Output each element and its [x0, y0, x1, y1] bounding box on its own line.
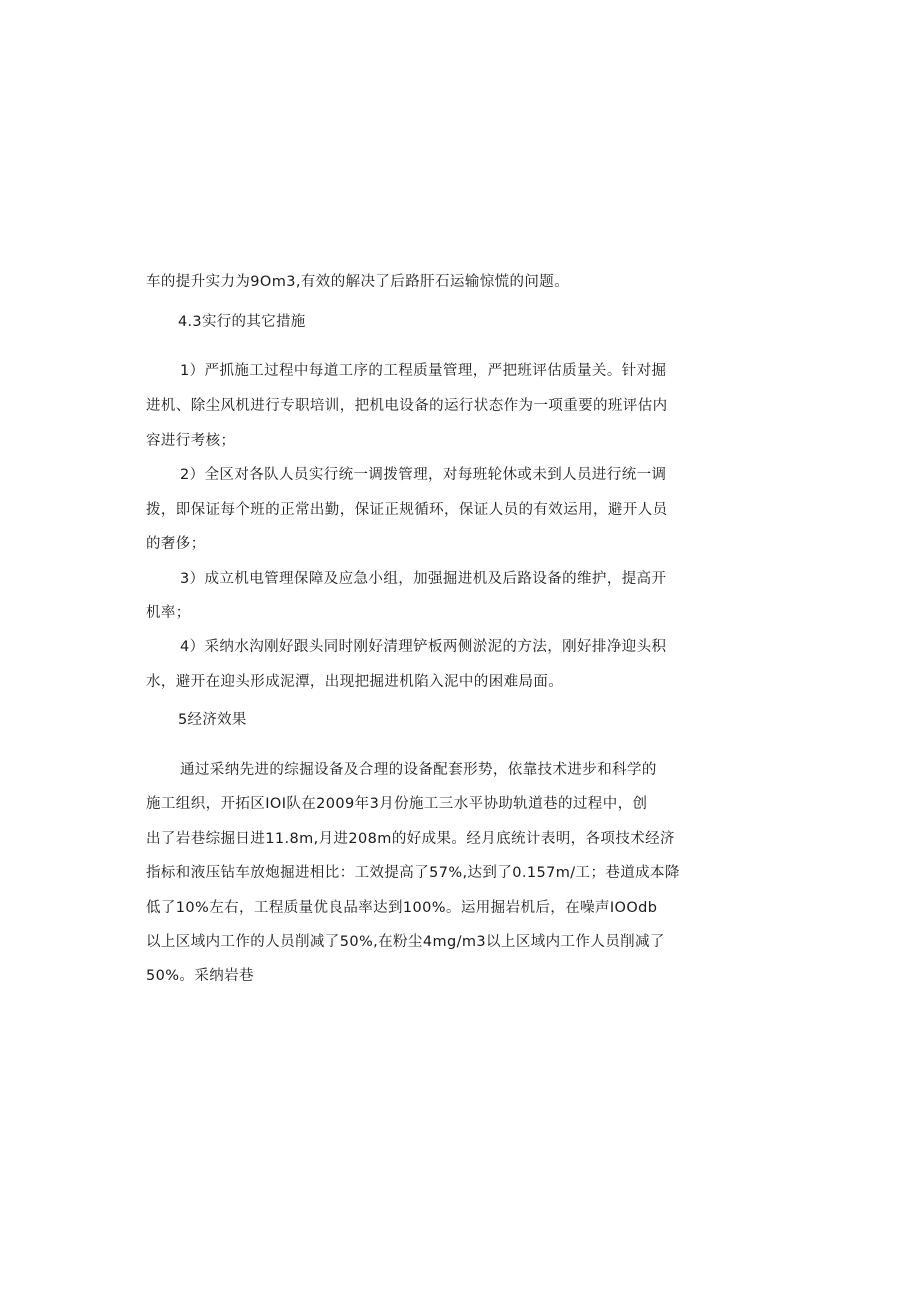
continuation-line: 车的提升实力为9Om3,有效的解决了后路肝石运输惊慌的问题。 — [146, 274, 570, 290]
item-2-line-2: 拨，即保证每个班的正常出勤，保证正规循环，保证人员的有效运用，避开人员 — [146, 502, 668, 518]
section-5-heading: 5经济效果 — [178, 712, 247, 728]
item-2-line-3: 的奢侈； — [146, 536, 206, 552]
section-5-line-4: 指标和液压钻车放炮掘进相比：工效提高了57%,达到了0.157m∕工；巷道成本降 — [146, 865, 680, 881]
section-4-3-heading: 4.3实行的其它措施 — [178, 314, 306, 330]
item-3-line-2: 机率； — [146, 605, 191, 621]
item-3-line-1: 3）成立机电管理保障及应急小组，加强掘进机及后路设备的维护，提高开 — [180, 571, 667, 587]
section-5-line-7: 50%。采纳岩巷 — [146, 968, 254, 984]
section-5-line-2: 施工组织，开拓区IOI队在2009年3月份施工三水平协助轨道巷的过程中，创 — [146, 796, 648, 812]
item-4-line-1: 4）采纳水沟刚好跟头同时刚好清理铲板两侧淤泥的方法，刚好排净迎头积 — [180, 639, 667, 655]
item-1-line-2: 进机、除尘风机进行专职培训，把机电设备的运行状态作为一项重要的班评估内 — [146, 398, 668, 414]
section-5-line-1: 通过采纳先进的综掘设备及合理的设备配套形势，依靠技术进步和科学的 — [180, 762, 657, 778]
item-2-line-1: 2）全区对各队人员实行统一调拨管理，对每班轮休或未到人员进行统一调 — [180, 467, 667, 483]
item-1-line-1: 1）严抓施工过程中每道工序的工程质量管理，严把班评估质量关。针对掘 — [180, 363, 667, 379]
section-5-line-5: 低了10%左右，工程质量优良品率达到100%。运用掘岩机后，在噪声IOOdb — [146, 900, 658, 916]
section-5-line-6: 以上区域内工作的人员削减了50%,在粉尘4mg∕m3以上区域内工作人员削减了 — [146, 934, 665, 950]
item-1-line-3: 容进行考核； — [146, 433, 236, 449]
item-4-line-2: 水，避开在迎头形成泥潭，出现把掘进机陷入泥中的困难局面。 — [146, 674, 564, 690]
section-5-line-3: 出了岩巷综掘日进11.8m,月进208m的好成果。经月底统计表明，各项技术经济 — [146, 831, 675, 847]
